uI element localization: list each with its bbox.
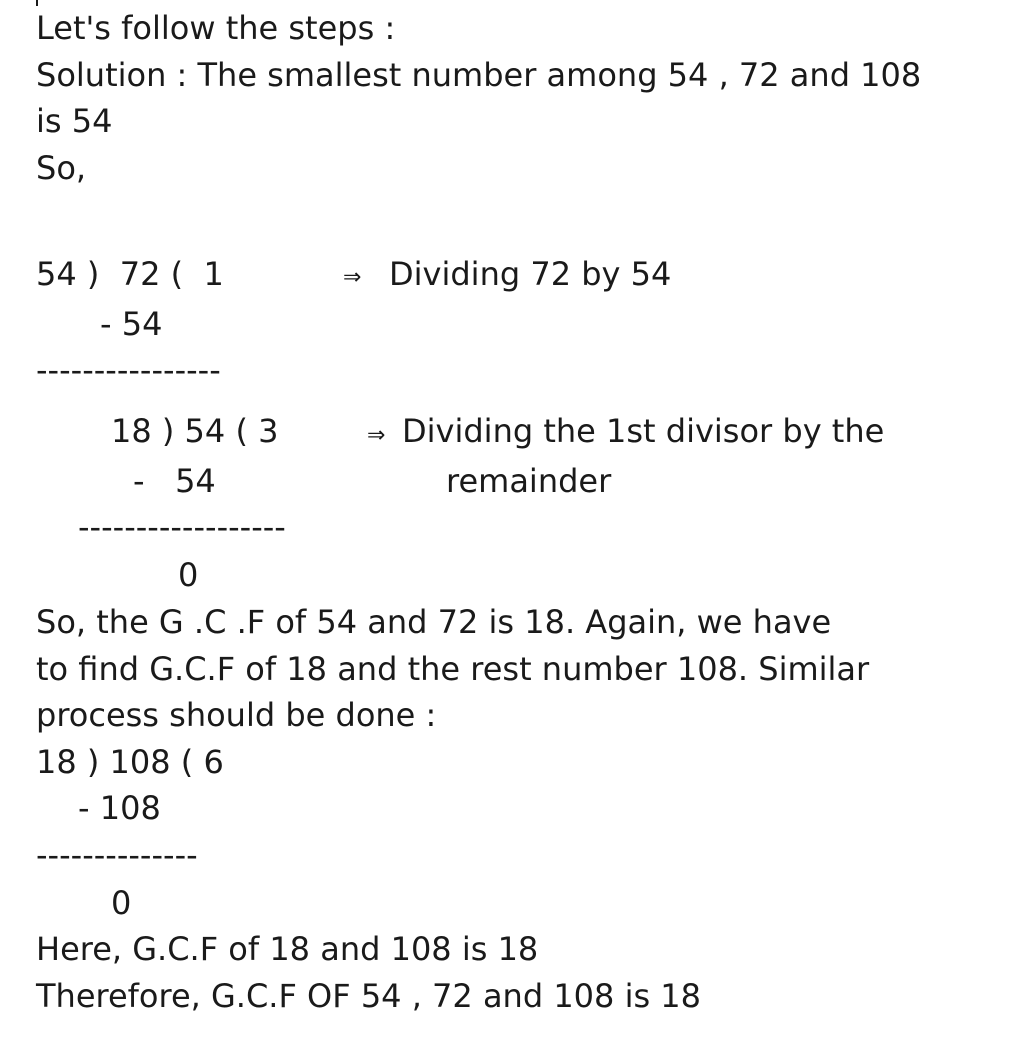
intro-line: Let's follow the steps :	[36, 9, 396, 47]
divider-line-2: ------------------	[78, 508, 286, 546]
smallest-number-line: is 54	[36, 102, 113, 140]
remainder-1: 0	[178, 556, 199, 594]
division-step-2: 18 ) 54 ( 3	[111, 412, 279, 450]
gcf-54-72-line: So, the G .C .F of 54 and 72 is 18. Again, we have	[36, 603, 832, 641]
process-line: process should be done :	[36, 696, 437, 734]
subtraction-step-3: - 108	[78, 789, 161, 827]
division-step-3: 18 ) 108 ( 6	[36, 743, 224, 781]
implies-arrow-2: ⇒	[367, 423, 386, 448]
divider-line-3: --------------	[36, 836, 198, 874]
division-step-1: 54 ) 72 ( 1	[36, 255, 224, 293]
divider-line-1: ----------------	[36, 351, 221, 389]
division-step-2-note-cont: remainder	[446, 462, 612, 500]
remainder-2: 0	[111, 884, 132, 922]
next-step-line: to find G.C.F of 18 and the rest number 108. Similar	[36, 650, 870, 688]
gcf-18-108-line: Here, G.C.F of 18 and 108 is 18	[36, 930, 539, 968]
solution-line: Solution : The smallest number among 54 , 72 and 108	[36, 56, 922, 94]
subtraction-step-2: - 54	[133, 462, 216, 500]
so-line: So,	[36, 149, 87, 187]
final-answer-line: Therefore, G.C.F OF 54 , 72 and 108 is 18	[36, 977, 702, 1015]
edge-mark	[36, 0, 38, 6]
division-step-1-note: Dividing 72 by 54	[389, 255, 672, 293]
subtraction-step-1: - 54	[100, 305, 163, 343]
implies-arrow-1: ⇒	[343, 265, 362, 290]
division-step-2-note: Dividing the 1st divisor by the	[402, 412, 885, 450]
